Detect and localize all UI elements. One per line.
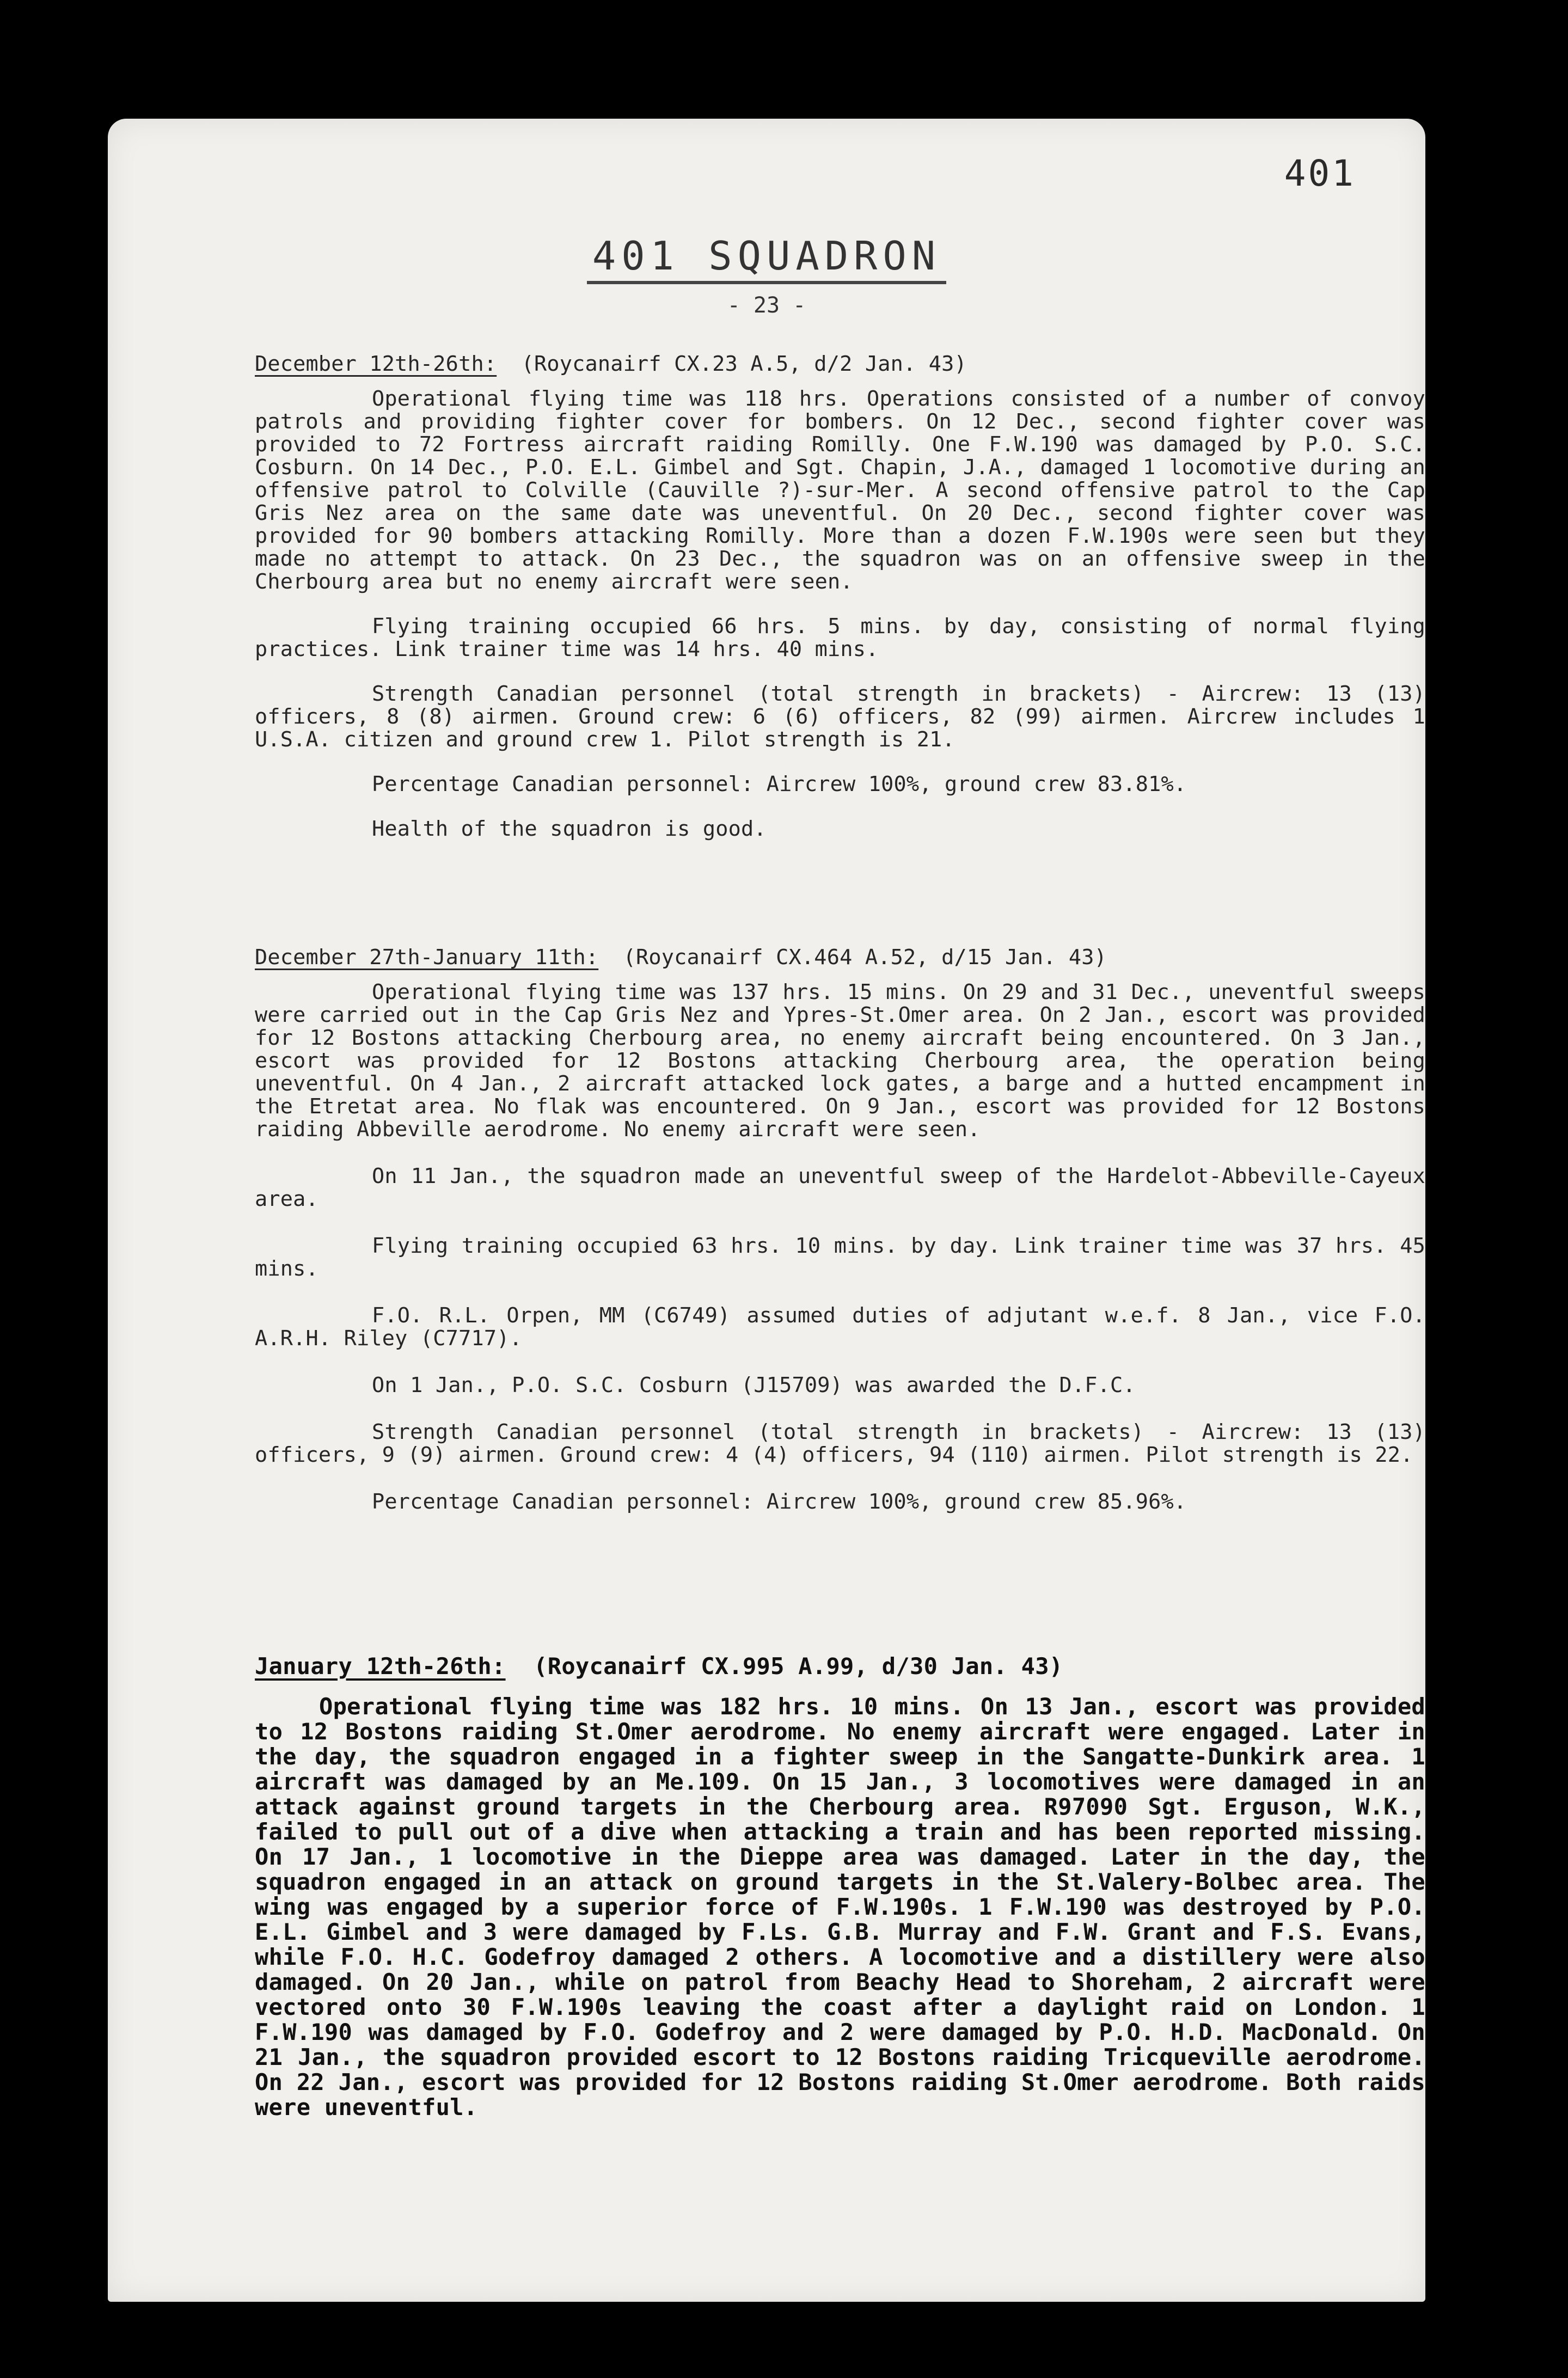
paragraph: Percentage Canadian personnel: Aircrew 100%, ground crew 83.81%. — [372, 772, 1187, 796]
page-number: 401 — [1284, 152, 1356, 194]
section-reference: (Roycanairf CX.464 A.52, d/15 Jan. 43) — [623, 945, 1107, 970]
paragraph: F.O. R.L. Orpen, MM (C6749) assumed duties of adjutant w.e.f. 8 Jan., vice F.O. A.R.H. Riley (C7717). — [255, 1303, 1425, 1351]
section-jan-12-26 — [255, 1654, 1425, 2120]
section-heading-line — [255, 1654, 1425, 1679]
document-page — [108, 119, 1425, 2302]
paragraph: Health of the squadron is good. — [372, 817, 767, 841]
section-dec-12-26 — [255, 353, 1425, 841]
paragraph: Strength Canadian personnel (total strength in brackets) - Aircrew: 13 (13) officers, 9 (9) airmen. Ground crew: 4 (4) officers, 94 (110) airmen. Pilot strength is 22. — [255, 1420, 1425, 1467]
paragraph: On 11 Jan., the squadron made an uneventful sweep of the Hardelot-Abbeville-Cayeux area. — [255, 1164, 1425, 1211]
section-reference: (Roycanairf CX.995 A.99, d/30 Jan. 43) — [534, 1653, 1063, 1680]
section-heading: December 27th-January 11th: — [255, 945, 599, 970]
paragraph: Operational flying time was 182 hrs. 10 mins. On 13 Jan., escort was provided to 12 Bostons raiding St.Omer aerodrome. No enemy aircraft were engaged. Later in the day, the squadron engaged in a fighter sweep in the Sangatte-Dunkirk area. 1 aircraft was damaged by an Me.109. On 15 Jan., 3 locomotives were damaged in an attack against ground targets in the Cherbourg area. R97090 Sgt. Erguson, W.K., failed to pull out of a dive when attacking a train and has been reported missing. On 17 Jan., 1 locomotive in the Dieppe area was damaged. Later in the day, the squadron engaged in an attack on ground targets in the St.Valery-Bolbec area. The wing was engaged by a superior force of F.W.190s. 1 F.W.190 was destroyed by P.O. E.L. Gimbel and 3 were damaged by F.Ls. G.B. Murray and F.W. Grant and F.S. Evans, while F.O. H.C. Godefroy damaged 2 others. A locomotive and a distillery were also damaged. On 20 Jan., while on patrol from Beachy Head to Shoreham, 2 aircraft were vectored onto 30 F.W.190s leaving the coast after a daylight raid on London. 1 F.W.190 was damaged by F.O. Godefroy and 2 were damaged by P.O. H.D. MacDonald. On 21 Jan., the squadron provided escort to 12 Bostons raiding Tricqueville aerodrome. On 22 Jan., escort was provided for 12 Bostons raiding St.Omer aerodrome. Both raids were uneventful. — [255, 1693, 1425, 2120]
paragraph: Strength Canadian personnel (total strength in brackets) - Aircrew: 13 (13) officers, 8 (8) airmen. Ground crew: 6 (6) officers, 82 (99) airmen. Aircrew includes 1 U.S.A. citizen and ground crew 1. Pilot strength is 21. — [255, 682, 1425, 752]
paragraph: Percentage Canadian personnel: Aircrew 100%, ground crew 85.96%. — [372, 1490, 1187, 1514]
page-title — [108, 233, 1425, 279]
paragraph: Operational flying time was 137 hrs. 15 mins. On 29 and 31 Dec., uneventful sweeps were carried out in the Cap Gris Nez and Ypres-St.Omer area. On 2 Jan., escort was provided for 12 Bostons attacking Cherbourg area, no enemy aircraft being encountered. On 3 Jan., escort was provided for 12 Bostons attacking Cherbourg area, the operation being uneventful. On 4 Jan., 2 aircraft attacked lock gates, a barge and a hutted encampment in the Etretat area. No flak was encountered. On 9 Jan., escort was provided for 12 Bostons raiding Abbeville aerodrome. No enemy aircraft were seen. — [255, 980, 1425, 1142]
sheet-number: - 23 - — [727, 293, 806, 318]
paragraph: Flying training occupied 66 hrs. 5 mins. by day, consisting of normal flying practices. Link trainer time was 14 hrs. 40 mins. — [255, 614, 1425, 661]
section-heading: December 12th-26th: — [255, 352, 497, 376]
section-heading-line — [255, 353, 1425, 376]
section-dec-27-jan-11 — [255, 946, 1425, 1513]
paragraph: On 1 Jan., P.O. S.C. Cosburn (J15709) was awarded the D.F.C. — [372, 1373, 1136, 1398]
paragraph: Flying training occupied 63 hrs. 10 mins. by day. Link trainer time was 37 hrs. 45 mins. — [255, 1234, 1425, 1281]
section-reference: (Roycanairf CX.23 A.5, d/2 Jan. 43) — [521, 352, 967, 376]
paragraph: Operational flying time was 118 hrs. Operations consisted of a number of convoy patrols and providing fighter cover for bombers. On 12 Dec., second fighter cover was provided to 72 Fortress aircraft raiding Romilly. One F.W.190 was damaged by P.O. S.C. Cosburn. On 14 Dec., P.O. E.L. Gimbel and Sgt. Chapin, J.A., damaged 1 locomotive during an offensive patrol to Colville (Cauville ?)-sur-Mer. A second offensive patrol to the Cap Gris Nez area on the same date was uneventful. On 20 Dec., second fighter cover was provided for 90 bombers attacking Romilly. More than a dozen F.W.190s were seen but they made no attempt to attack. On 23 Dec., the squadron was on an offensive sweep in the Cherbourg area but no enemy aircraft were seen. — [255, 387, 1425, 594]
section-heading: January 12th-26th: — [255, 1653, 506, 1680]
section-heading-line — [255, 946, 1425, 969]
page-title-text: 401 SQUADRON — [587, 233, 946, 284]
